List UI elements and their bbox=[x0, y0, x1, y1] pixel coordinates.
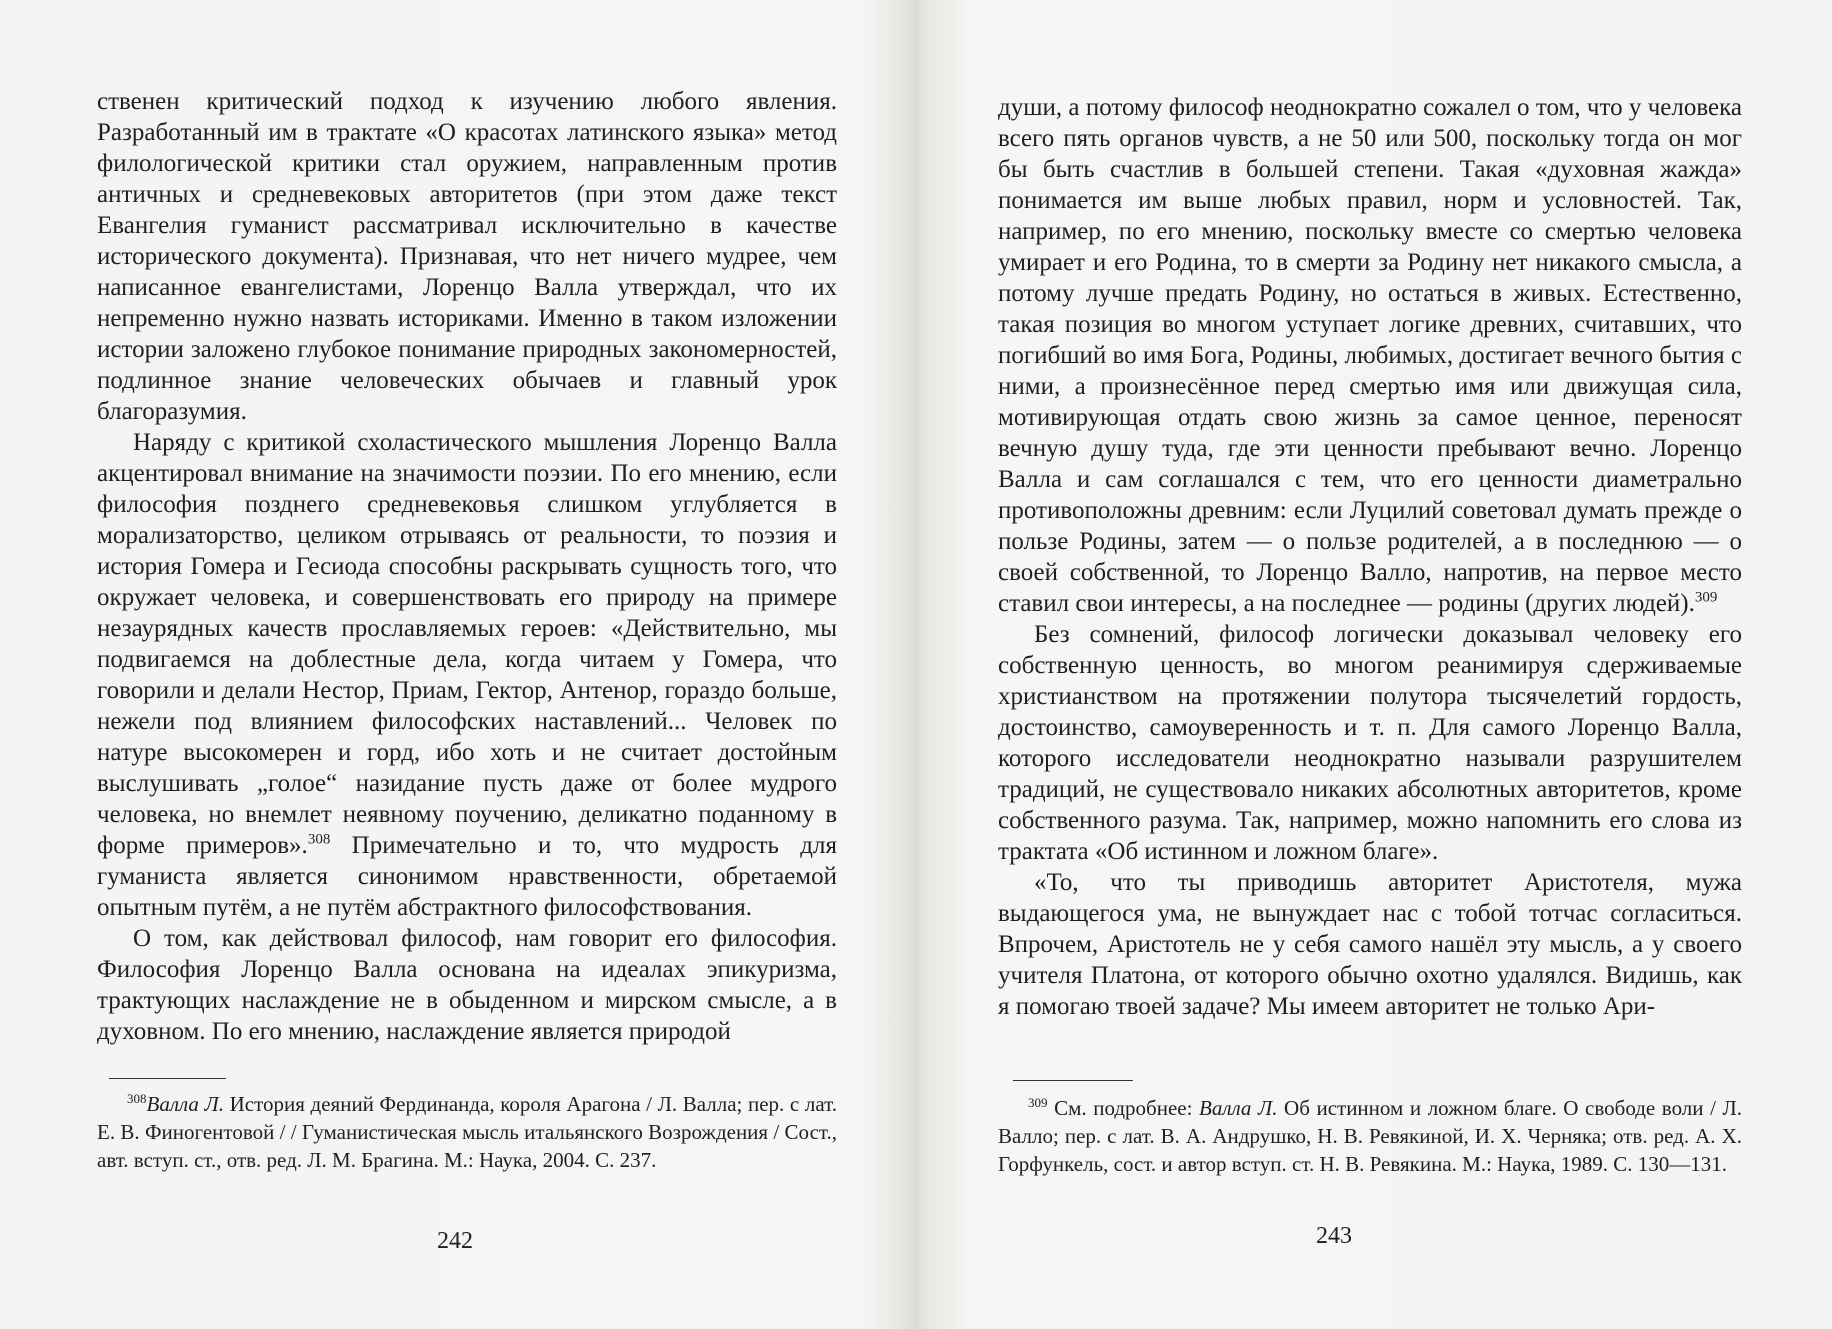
footnote-divider bbox=[109, 1078, 226, 1079]
paragraph bbox=[97, 86, 837, 427]
page-number: 242 bbox=[437, 1228, 473, 1254]
footnote-author: Валла Л. bbox=[146, 1092, 224, 1116]
paragraph bbox=[998, 619, 1742, 867]
paragraph bbox=[998, 92, 1742, 619]
paragraph-text: О том, как действовал философ, нам говорит его философия. Философия Лоренцо Валла основана на идеалах эпикуризма, трактующих наслаждение не в обыденном и мирском смысле, а в духовном. По его мнению, наслаждение является природой bbox=[97, 925, 837, 1045]
paragraph-text: Без сомнений, философ логически доказывал человеку его собственную ценность, во многом реанимируя сдерживаемые христианством на протяжении полутора тысячелетий гордость, достоинство, самоуверенность и т. п. Для самого Лоренцо Валла, которого исследователи неоднократно называли разрушителем традиций, не существовало никаких абсолютных авторитетов, кроме собственного разума. Так, например, можно напомнить его слова из трактата «Об истинном и ложном благе». bbox=[998, 621, 1742, 865]
footnote-reference: 309 bbox=[1694, 589, 1718, 606]
footnote-author: Валла Л. bbox=[1199, 1096, 1278, 1120]
paragraph-text: души, а потому философ неоднократно сожалел о том, что у человека всего пять органов чувств, а не 50 или 500, поскольку тогда он мог бы быть счастлив в большей степени. Такая «духовная жажда» понимается им выше любых правил, норм и условностей. Так, например, по его мнению, поскольку вместе со смертью человека умирает и его Родина, то в смерти за Родину нет никакого смысла, а потому лучше предать Родину, но остаться в живых. Естественно, такая позиция во многом уступает логике древних, считавших, что погибший во имя Бога, Родины, любимых, достигает вечного бытия с ними, а произнесённое перед смертью имя или движущая сила, мотивирующая отдать свою жизнь за самое ценное, переносят вечную душу туда, где эти ценности пребывают вечно. Лоренцо Валла и сам соглашался с тем, что его ценности диаметрально противоположны древним: если Луцилий советовал думать прежде о пользе Родины, затем — о пользе родителей, а в последнюю — о своей собственной, то Лоренцо Валло, напротив, на первое место ставил свои интересы, а на последнее — родины (других людей). bbox=[998, 94, 1742, 617]
paragraph bbox=[97, 427, 837, 923]
paragraph-text: Наряду с критикой схоластического мышления Лоренцо Валла акцентировал внимание на значимости поэзии. По его мнению, если философия позднего средневековья слишком углубляется в морализаторство, целиком отрываясь от реальности, то поэзия и история Гомера и Гесиода способны раскрывать сущность того, что окружает человека, и совершенствовать его природу на примере незаурядных качеств прославляемых героев: «Действительно, мы подвигаемся на доблестные дела, когда читаем у Гомера, что говорили и делали Нестор, Приам, Гектор, Антенор, гораздо больше, нежели под влиянием философских наставлений... Человек по натуре высокомерен и горд, ибо хоть и не считает достойным выслушивать „голое“ назидание пусть даже от более мудрого человека, но внемлет неявному поучению, деликатно поданному в форме примеров». bbox=[97, 429, 837, 859]
paragraph bbox=[97, 923, 837, 1047]
footnote-text: Об истинном и ложном благе. О свободе воли / Л. Валло; пер. с лат. В. А. Андрушко, Н. В. Ревякиной, И. Х. Черняка; отв. ред. А. Х. Горфункель, сост. и автор вступ. ст. Н. В. Ревякина. М.: Наука, 1989. С. 130—131. bbox=[998, 1096, 1742, 1176]
left-page-body bbox=[97, 86, 837, 1047]
right-page-body bbox=[998, 92, 1742, 1022]
right-page bbox=[916, 0, 1832, 1329]
footnote-number: 309 bbox=[1028, 1095, 1048, 1110]
footnote bbox=[97, 1090, 837, 1174]
footnote bbox=[998, 1094, 1742, 1178]
footnote-number: 308 bbox=[127, 1091, 147, 1106]
footnote-prefix: См. подробнее: bbox=[1047, 1096, 1199, 1120]
footnote-divider bbox=[1013, 1080, 1133, 1081]
footnote-reference: 308 bbox=[307, 831, 331, 848]
paragraph-text: ственен критический подход к изучению любого явления. Разработанный им в трактате «О красотах латинского языка» метод филологической критики стал оружием, направленным против античных и средневековых авторитетов (при этом даже текст Евангелия гуманист рассматривал исключительно в качестве исторического документа). Признавая, что нет ничего мудрее, чем написанное евангелистами, Лоренцо Валла утверждал, что их непременно нужно назвать историками. Именно в таком изложении истории заложено глубокое понимание природных закономерностей, подлинное знание человеческих обычаев и главный урок благоразумия. bbox=[97, 88, 837, 425]
paragraph-text: Примечательно и то, что мудрость для гуманиста является синонимом нравственности, обретаемой опытным путём, а не путём абстрактного философствования. bbox=[97, 832, 837, 921]
footnote-text: История деяний Фердинанда, короля Арагона / Л. Валла; пер. с лат. Е. В. Финогентовой / / Гуманистическая мысль итальянского Возрождения / Сост., авт. вступ. ст., отв. ред. Л. М. Брагина. М.: Наука, 2004. С. 237. bbox=[97, 1092, 837, 1172]
page-number: 243 bbox=[1316, 1223, 1352, 1249]
paragraph-text: «То, что ты приводишь авторитет Аристотеля, мужа выдающегося ума, не вынуждает нас с тобой тотчас согласиться. Впрочем, Аристотель не у себя самого нашёл эту мысль, а у своего учителя Платона, от которого обычно охотно удалялся. Видишь, как я помогаю твоей задаче? Мы имеем авторитет не только Ари- bbox=[998, 869, 1742, 1020]
paragraph bbox=[998, 867, 1742, 1022]
